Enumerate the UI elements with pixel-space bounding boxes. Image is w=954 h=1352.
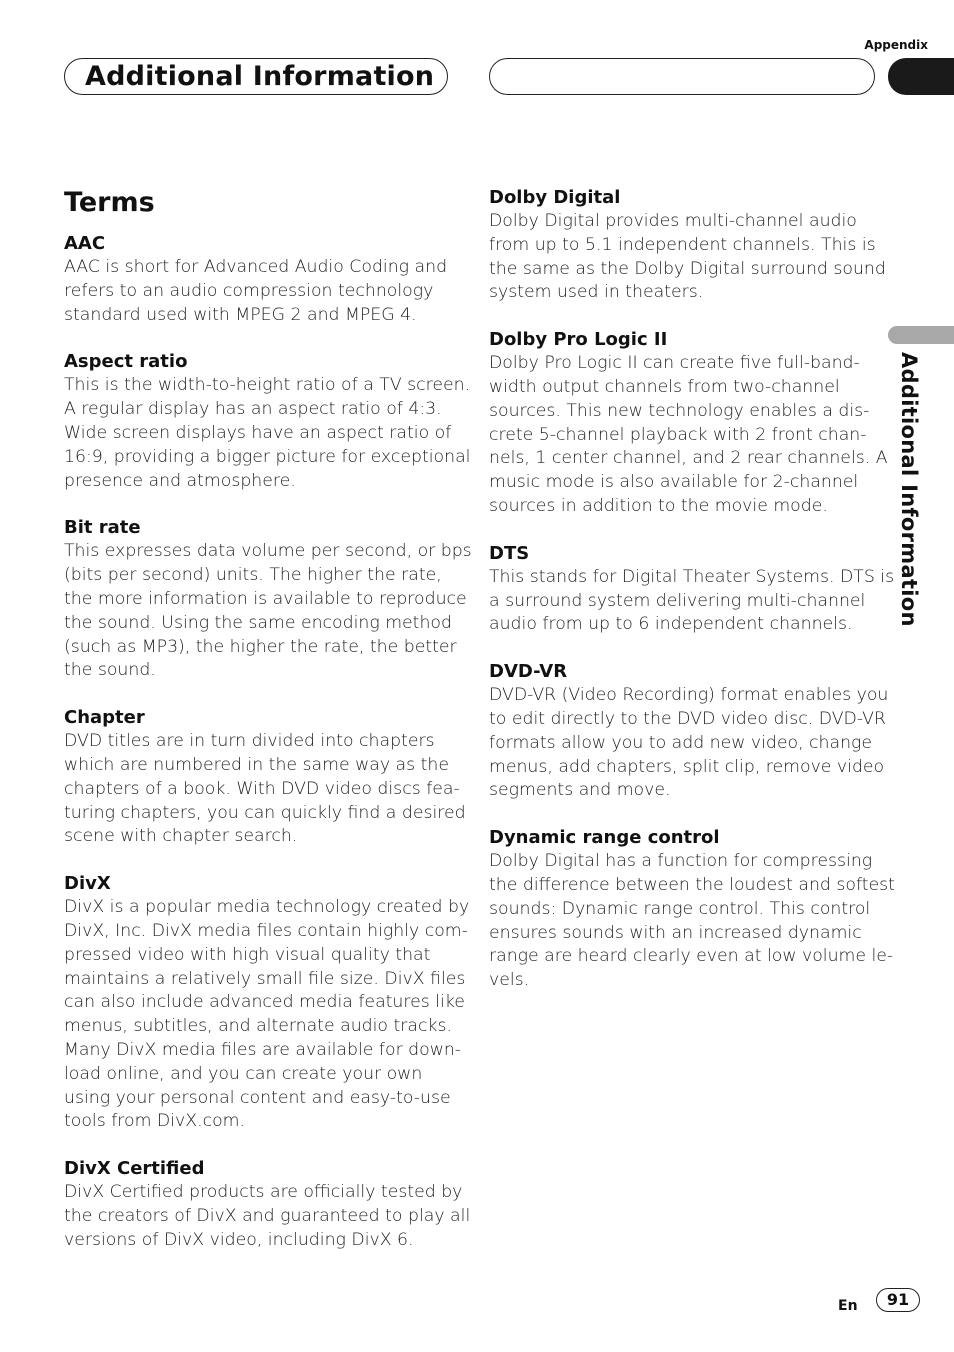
glossary-definition [64,374,471,493]
definition-line: This expresses data volume per second, or bps [64,541,472,562]
glossary-definition [489,352,888,519]
definition-line: refers to an audio compression technology [64,280,434,301]
definition-line: the more information is available to reproduce [64,588,467,609]
definition-line: DivX Certified products are officially tested by [64,1182,463,1203]
glossary-entry [489,660,889,803]
section-title: Additional Information [85,61,435,92]
glossary-term: DTS [489,542,530,564]
glossary-term: Bit rate [64,517,141,539]
glossary-definition [64,540,472,683]
definition-line: sources in addition to the movie mode. [489,495,828,516]
definition-line: width output channels from two-channel [489,376,840,397]
side-tab-marker [888,326,954,344]
definition-line: (bits per second) units. The higher the rate, [64,565,442,586]
glossary-definition [489,850,895,993]
definition-line: Dolby Pro Logic II can create five full-band- [489,353,860,374]
section-tab-marker [888,58,954,95]
definition-line: DivX is a popular media technology created by [64,897,470,918]
definition-line: sounds: Dynamic range control. This control [489,898,871,919]
right-column [489,186,895,1016]
glossary-entry [489,542,895,637]
glossary-entry [489,826,895,993]
glossary-entry [64,232,452,327]
glossary-term: DivX [64,873,111,895]
appendix-label: Appendix [864,38,928,52]
glossary-term: DVD-VR [489,661,568,683]
definition-line: the creators of DivX and guaranteed to play all [64,1205,471,1226]
glossary-term: Aspect ratio [64,351,188,373]
definition-line: load online, and you can create your own [64,1063,423,1084]
definition-line: This is the width-to-height ratio of a TV screen. [64,375,471,396]
glossary-definition [489,566,895,637]
definition-line: versions of DivX video, including DivX 6. [64,1229,414,1250]
left-column [64,186,472,1276]
definition-line: Many DivX media files are available for down- [64,1039,462,1060]
left-entries [64,232,472,1253]
definition-line: A regular display has an aspect ratio of 4:3. [64,399,442,420]
glossary-definition [64,256,452,327]
definition-line: pressed video with high visual quality that [64,944,431,965]
definition-line: Dolby Digital has a function for compressing [489,851,873,872]
glossary-definition [64,896,470,1134]
side-tab-label: Additional Information [897,352,921,627]
section-title-banner [64,58,448,95]
glossary-definition [64,1181,471,1252]
definition-line: the difference between the loudest and softest [489,874,895,895]
definition-line: chapters of a book. With DVD video discs fea- [64,778,460,799]
glossary-definition [64,730,466,849]
definition-line: standard used with MPEG 2 and MPEG 4. [64,304,417,325]
right-entries [489,186,895,993]
definition-line: scene with chapter search. [64,826,298,847]
definition-line: DivX, Inc. DivX media files contain highly com- [64,920,468,941]
page-number: 91 [876,1288,920,1312]
definition-line: the sound. Using the same encoding method [64,612,452,633]
definition-line: menus, subtitles, and alternate audio tracks. [64,1016,452,1037]
definition-line: which are numbered in the same way as the [64,754,449,775]
glossary-entry [64,350,471,493]
definition-line: ensures sounds with an increased dynamic [489,922,862,943]
definition-line: crete 5-channel playback with 2 front chan- [489,424,867,445]
definition-line: Dolby Digital provides multi-channel audio [489,211,857,231]
glossary-entry [489,186,886,305]
glossary-definition [489,210,886,305]
definition-line: 16:9, providing a bigger picture for exceptional [64,446,471,467]
definition-line: (such as MP3), the higher the rate, the better [64,636,457,657]
definition-line: system used in theaters. [489,282,704,303]
definition-line: the sound. [64,660,156,681]
definition-line: using your personal content and easy-to-use [64,1087,451,1108]
glossary-term: Dolby Pro Logic II [489,329,668,351]
definition-line: to edit directly to the DVD video disc. DVD-VR [489,708,886,729]
glossary-term: Dolby Digital [489,187,621,208]
definition-line: menus, add chapters, split clip, remove video [489,756,885,777]
glossary-term: Chapter [64,707,145,729]
definition-line: Wide screen displays have an aspect ratio of [64,422,452,443]
glossary-entry [64,516,472,683]
glossary-term: AAC [64,233,106,254]
definition-line: from up to 5.1 independent channels. This is [489,234,876,255]
definition-line: vels. [489,970,530,991]
definition-line: segments and move. [489,780,671,801]
glossary-term: DivX Certified [64,1158,205,1180]
definition-line: AAC is short for Advanced Audio Coding and [64,257,448,277]
definition-line: range are heard clearly even at low volume le- [489,946,894,967]
definition-line: can also include advanced media features like [64,992,465,1013]
definition-line: turing chapters, you can quickly find a desired [64,802,466,823]
language-label: En [838,1298,858,1314]
definition-line: a surround system delivering multi-channel [489,590,866,611]
glossary-entry [64,706,466,849]
definition-line: maintains a relatively small file size. DivX files [64,968,466,989]
definition-line: DVD-VR (Video Recording) format enables you [489,685,889,706]
definition-line: DVD titles are in turn divided into chapters [64,731,435,752]
definition-line: the same as the Dolby Digital surround sound [489,258,886,279]
glossary-definition [489,684,889,803]
definition-line: sources. This new technology enables a dis- [489,400,870,421]
page-heading: Terms [64,187,155,218]
definition-line: music mode is also available for 2-channel [489,472,859,493]
definition-line: tools from DivX.com. [64,1111,245,1132]
definition-line: This stands for Digital Theater Systems. DTS is [489,566,895,587]
glossary-entry [64,1157,471,1252]
glossary-entry [489,328,888,519]
header-empty-banner [489,58,875,95]
definition-line: nels, 1 center channel, and 2 rear channels. A [489,448,888,469]
definition-line: audio from up to 6 independent channels. [489,614,853,635]
definition-line: formats allow you to add new video, change [489,732,873,753]
definition-line: presence and atmosphere. [64,470,296,491]
glossary-term: Dynamic range control [489,827,720,849]
glossary-entry [64,872,470,1134]
